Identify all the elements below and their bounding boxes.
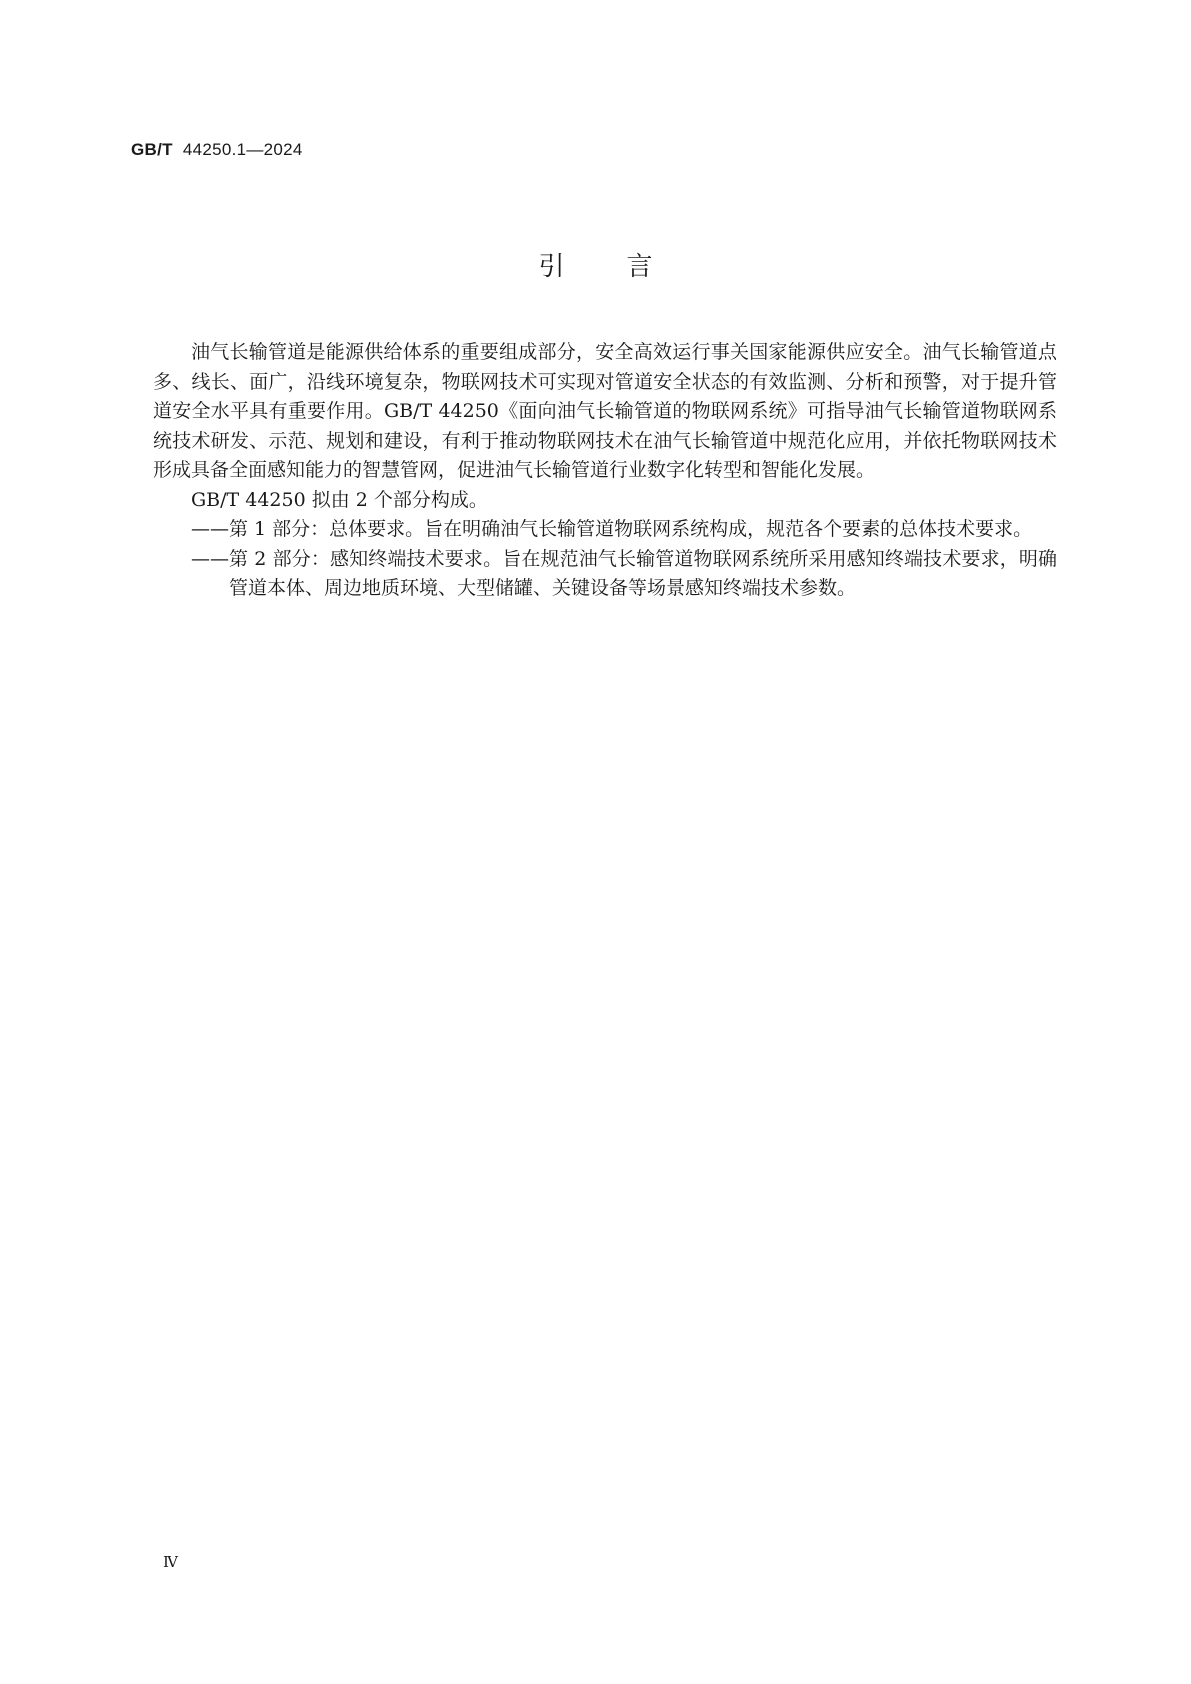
section-title: 引言 <box>538 252 715 282</box>
intro-paragraph: 油气长输管道是能源供给体系的重要组成部分，安全高效运行事关国家能源供应安全。油气长输管道点多、线长、面广，沿线环境复杂，物联网技术可实现对管道安全状态的有效监测、分析和预警，对于提升管道安全水平具有重要作用。GB/T 44250《面向油气长输管道的物联网系统》可指导油气长输管道物联网系统技术研发、示范、规划和建设，有利于推动物联网技术在油气长输管道中规范化应用，并依托物联网技术形成具备全面感知能力的智慧管网，促进油气长输管道行业数字化转型和智能化发展。 <box>153 341 1057 481</box>
parts-paragraph: GB/T 44250 拟由 2 个部分构成。 <box>191 488 488 511</box>
list-item <box>153 545 1057 604</box>
list-item-text: 第 2 部分：感知终端技术要求。旨在规范油气长输管道物联网系统所采用感知终端技术要求，明确管道本体、周边地质环境、大型储罐、关键设备等场景感知终端技术参数。 <box>229 547 1057 599</box>
standard-code <box>131 140 303 160</box>
list-item-text: 第 1 部分：总体要求。旨在明确油气长输管道物联网系统构成，规范各个要素的总体技术要求。 <box>229 518 1033 540</box>
standard-prefix: GB/T <box>131 140 173 159</box>
list-dash: —— <box>191 547 229 570</box>
list-item <box>153 515 1057 545</box>
page-number: Ⅳ <box>163 1553 178 1571</box>
standard-number: 44250.1—2024 <box>182 140 303 159</box>
list-dash: —— <box>191 518 229 540</box>
parts-list <box>153 515 1057 604</box>
introduction-body <box>153 338 1057 604</box>
